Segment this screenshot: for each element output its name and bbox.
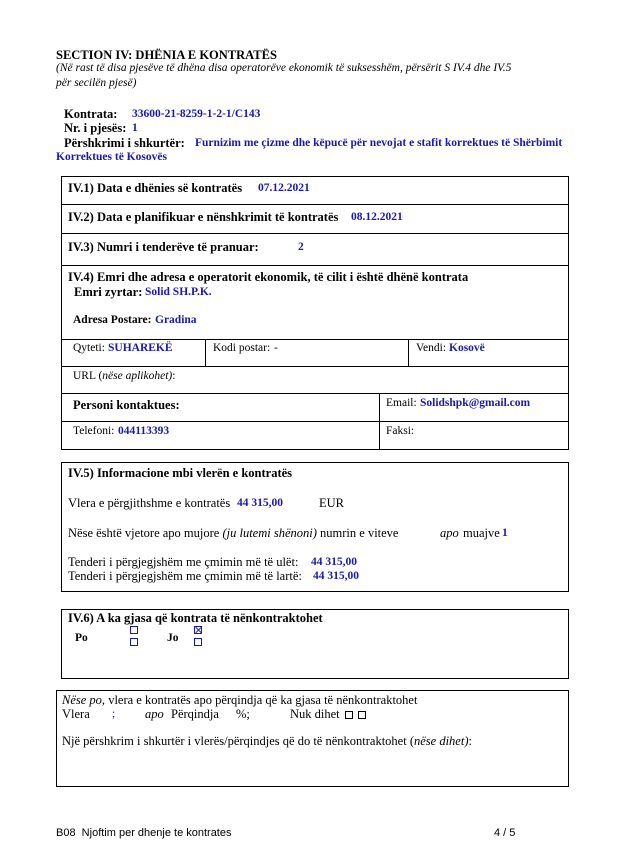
vjetore-text-start: Nëse është vjetore apo mujore: [68, 526, 220, 540]
qyteti-value: SUHAREKË: [108, 342, 173, 354]
sub-percent: %;: [236, 707, 250, 721]
sub-vlera: Vlera: [62, 707, 90, 721]
iv2-label: IV.2) Data e planifikuar e nënshkrimit të kontratës: [68, 210, 339, 224]
section-title: SECTION IV: DHËNIA E KONTRATËS: [56, 48, 277, 62]
nr-pjeses-label: Nr. i pjesës:: [64, 121, 127, 135]
jo-label: Jo: [167, 632, 179, 644]
iv3-value: 2: [298, 241, 304, 253]
kontrata-label: Kontrata:: [64, 107, 118, 121]
muajve-value: 1: [502, 527, 508, 539]
sub-line1-italic: Nëse po,: [62, 693, 106, 707]
high-label: Tenderi i përgjegjshëm me çmimin më të lartë:: [68, 569, 302, 583]
po-checkbox-top[interactable]: [130, 626, 138, 634]
qyteti-label: Qyteti:: [73, 342, 105, 354]
iv1-value: 07.12.2021: [258, 182, 310, 194]
nr-pjeses-value: 1: [132, 122, 138, 134]
iv5-label: IV.5) Informacione mbi vlerën e kontratës: [68, 466, 293, 480]
vjetore-text-end: numrin e viteve: [320, 526, 399, 540]
sub-perqindja: Përqindja: [171, 707, 219, 721]
email-value: Solidshpk@gmail.com: [420, 397, 531, 409]
telefoni-value: 044113393: [118, 425, 170, 437]
sub-semicolon: ;: [112, 708, 116, 720]
iv1-label: IV.1) Data e dhënies së kontratës: [68, 181, 243, 195]
pershkrimi-value-line2: Korrektues të Kosovës: [56, 151, 167, 163]
divider: [61, 339, 569, 340]
faksi-label: Faksi:: [386, 425, 415, 437]
vjetore-text: [68, 526, 398, 541]
currency: EUR: [319, 496, 344, 510]
iv4-label: IV.4) Emri dhe adresa e operatorit ekonomik, të cilit i është dhënë kontrata: [68, 270, 469, 284]
personi-label: Personi kontaktues:: [73, 398, 180, 412]
sub-desc-italic: nëse dihet): [413, 734, 469, 748]
adresa-value: Gradina: [155, 314, 197, 326]
iv2-value: 08.12.2021: [351, 211, 403, 223]
kodi-label: Kodi postar:: [213, 342, 271, 354]
sub-nuk-dihet-label: Nuk dihet: [290, 707, 340, 721]
email-label: Email:: [386, 397, 417, 409]
divider: [61, 265, 569, 266]
divider: [61, 393, 569, 394]
section-note-line2: për secilën pjesë): [56, 77, 137, 89]
po-checkbox[interactable]: [130, 638, 138, 646]
divider: [61, 421, 569, 422]
sub-desc-text: Një përshkrim i shkurtër i vlerës/përqindjes që do të nënkontraktohet (: [62, 734, 414, 748]
vjetore-italic: (ju lutemi shënoni): [222, 526, 317, 540]
url-label-text: URL (: [73, 370, 103, 382]
low-value: 44 315,00: [311, 556, 357, 568]
vlera-value: 44 315,00: [237, 497, 283, 509]
emri-value: Solid SH.P.K.: [145, 286, 212, 298]
high-value: 44 315,00: [313, 570, 359, 582]
emri-label: Emri zyrtar:: [74, 285, 143, 299]
divider: [379, 393, 380, 450]
muajve-text: muajve: [463, 526, 500, 540]
jo-checkbox-checked[interactable]: [194, 626, 202, 634]
jo-checkbox[interactable]: [194, 638, 202, 646]
nuk-dihet-checkbox-2[interactable]: [358, 711, 366, 719]
sub-apo: apo: [145, 707, 164, 721]
sub-line1: [62, 693, 417, 708]
url-label: [73, 370, 175, 382]
divider: [408, 339, 409, 366]
iv3-label: IV.3) Numri i tenderëve të pranuar:: [68, 240, 259, 254]
url-label-end: :: [172, 370, 176, 382]
section-note-line1: (Në rast të disa pjesëve të dhëna disa operatorëve ekonomik të suksesshëm, përsërit S IV.4 dhe IV.5: [56, 62, 512, 74]
divider: [61, 366, 569, 367]
kontrata-value: 33600-21-8259-1-2-1/C143: [132, 108, 261, 120]
sub-desc: [62, 734, 472, 749]
apo-text: apo: [440, 526, 459, 540]
telefoni-label: Telefoni:: [73, 425, 115, 437]
divider: [61, 233, 569, 234]
sub-line1-rest: vlera e kontratës apo përqindja që ka gjasa të nënkontraktohet: [108, 693, 418, 707]
vlera-label: Vlera e përgjithshme e kontratës: [68, 496, 231, 510]
po-label: Po: [75, 632, 88, 644]
nuk-dihet-checkbox-1[interactable]: [345, 711, 353, 719]
low-label: Tenderi i përgjegjshëm me çmimin më të ulët:: [68, 555, 299, 569]
footer-left: B08 Njoftim per dhenje te kontrates: [56, 827, 232, 839]
footer-page-number: 4 / 5: [494, 827, 516, 839]
kodi-value: -: [274, 342, 278, 354]
pershkrimi-value-line1: Furnizim me çizme dhe këpucë për nevojat e stafit korrektues të Shërbimit: [195, 137, 563, 149]
url-label-italic: nëse aplikohet): [102, 370, 173, 382]
iv6-label: IV.6) A ka gjasa që kontrata të nënkontraktohet: [68, 611, 323, 625]
divider: [61, 204, 569, 205]
vendi-value: Kosovë: [449, 342, 485, 354]
adresa-label: Adresa Postare:: [73, 314, 152, 326]
divider: [205, 339, 206, 366]
vendi-label: Vendi:: [416, 342, 447, 354]
sub-nuk-dihet: [290, 707, 366, 722]
sub-desc-end: :: [468, 734, 472, 748]
pershkrimi-label: Përshkrimi i shkurtër:: [64, 136, 185, 150]
